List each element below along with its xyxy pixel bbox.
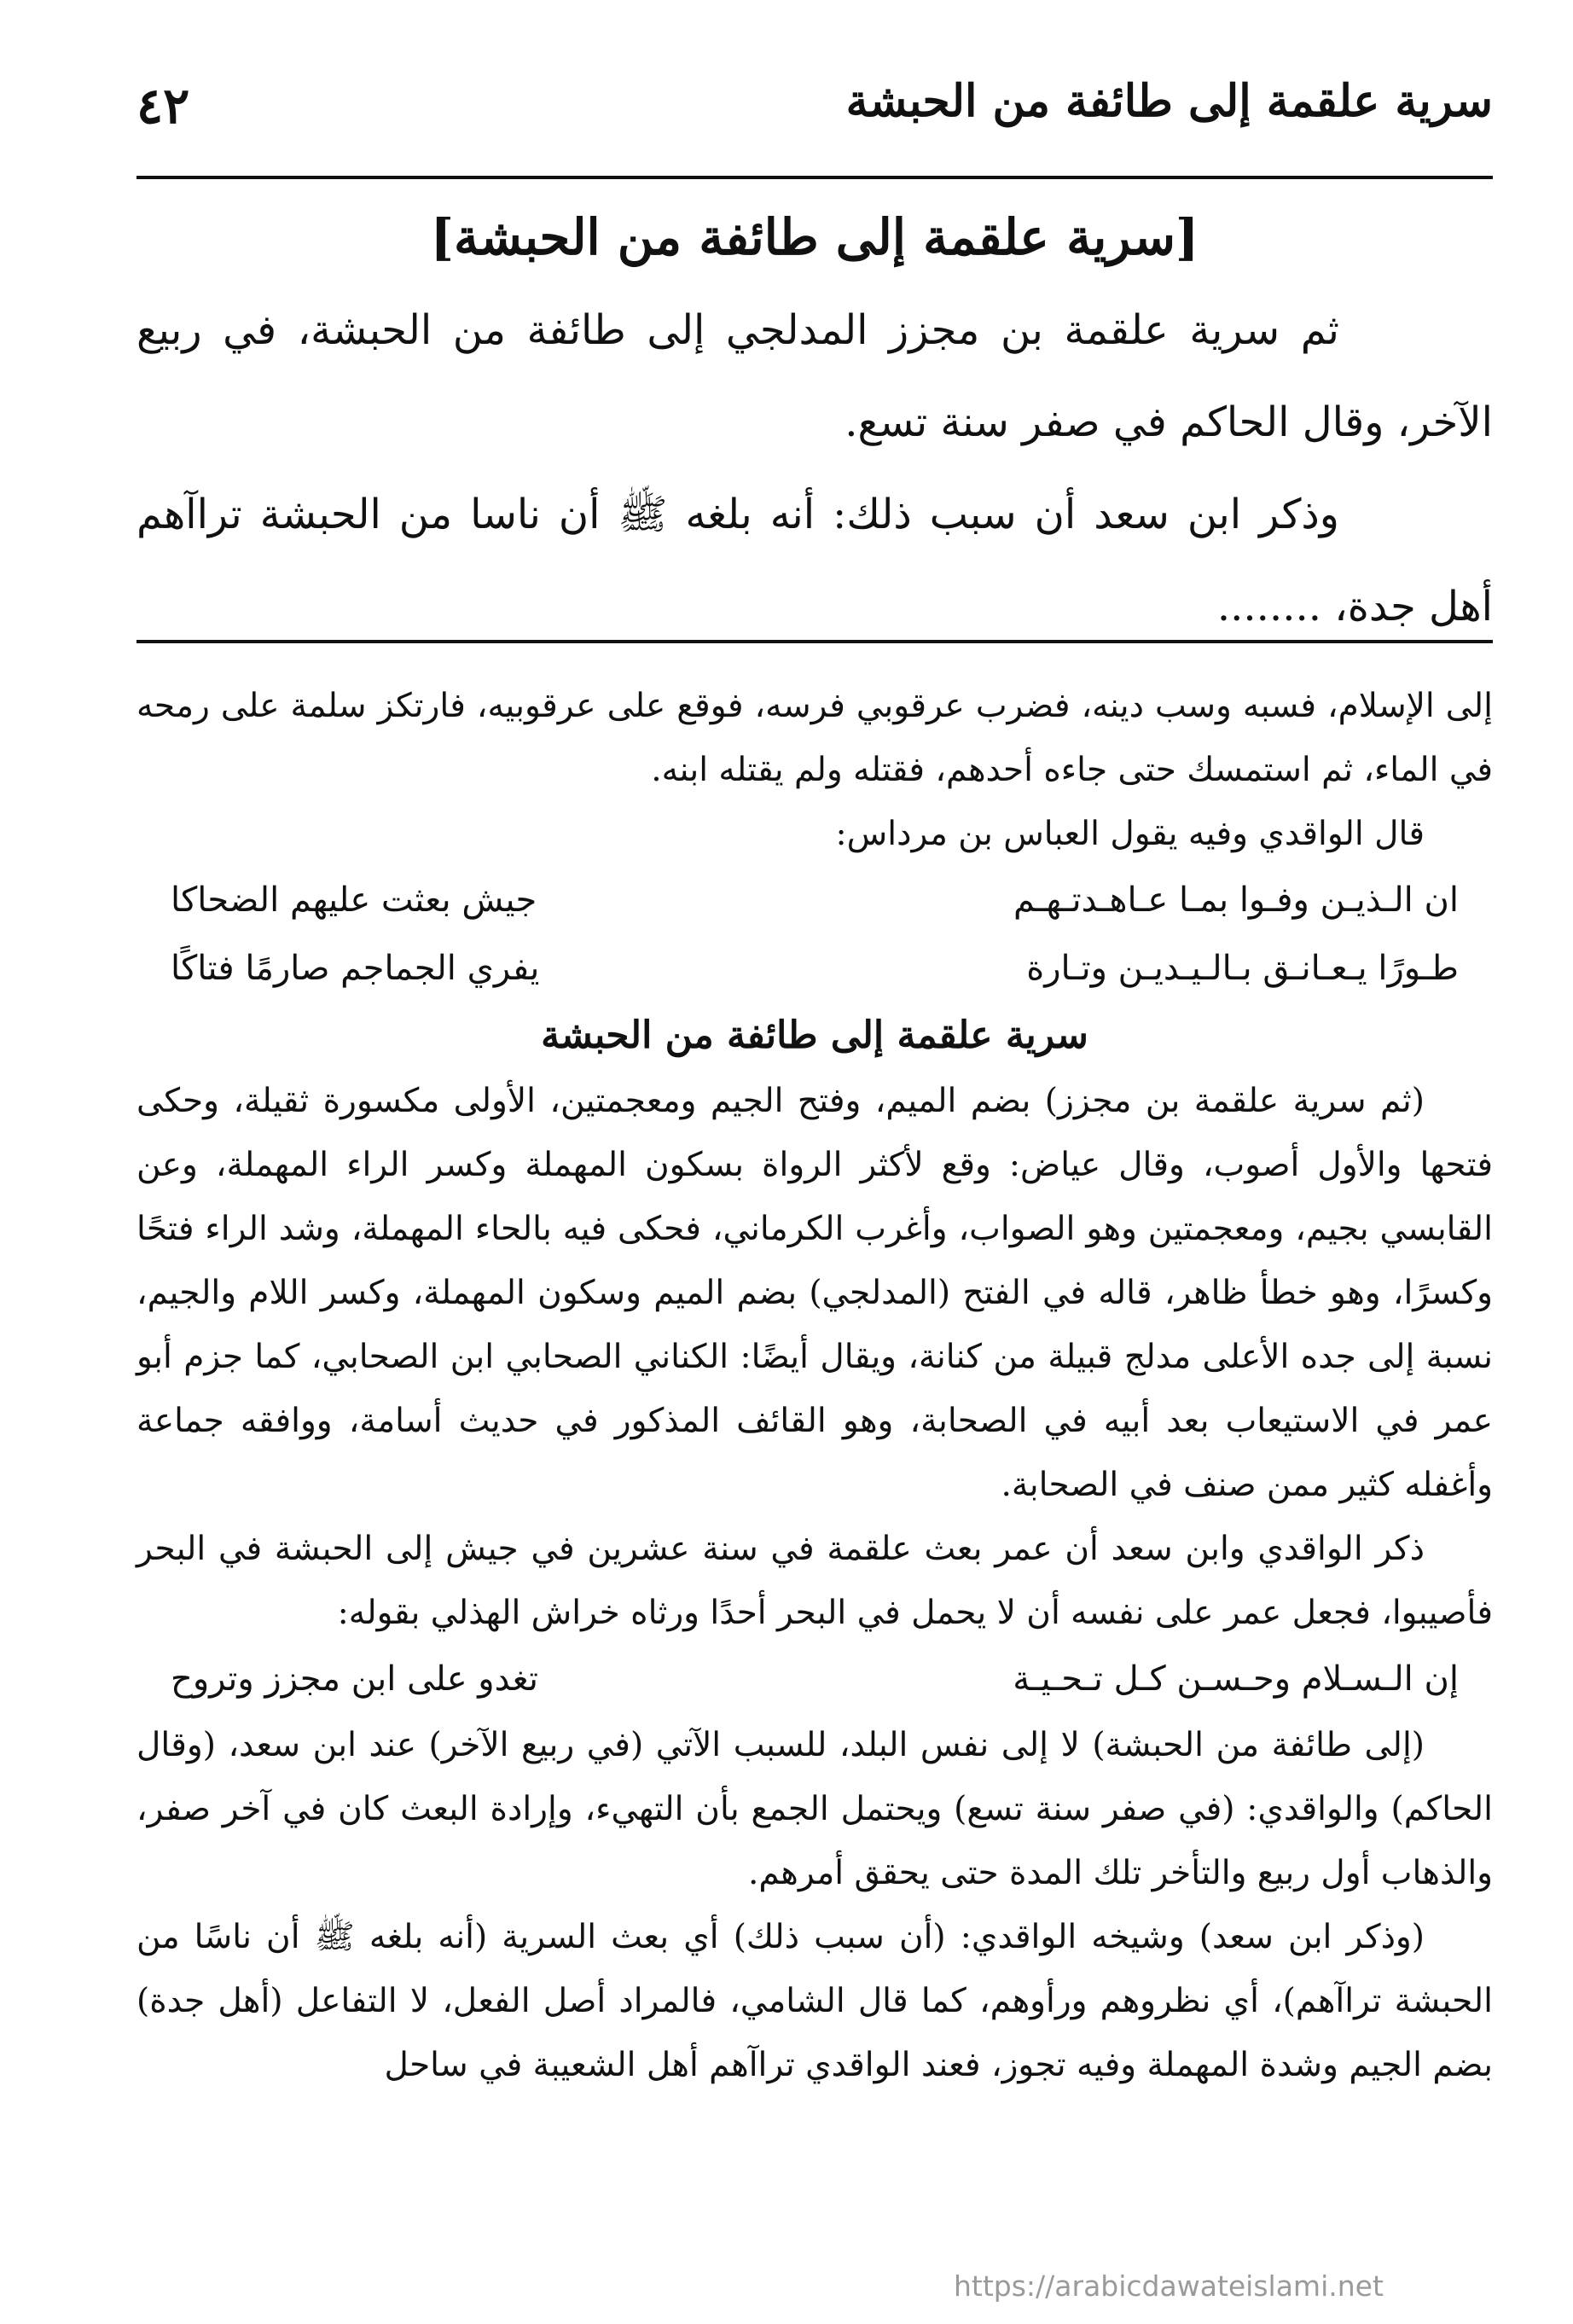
- commentary-heading: سرية علقمة إلى طائفة من الحبشة: [541, 1014, 1088, 1057]
- verse-second-hemistich: يفري الجماجم صارمًا فتاكًا: [171, 949, 540, 988]
- commentary: [136, 674, 1493, 2261]
- poetry-verse: [136, 866, 1493, 934]
- page-number: ٤٢: [136, 77, 190, 135]
- verse-second-hemistich: تغدو على ابن مجزز وتروح: [171, 1659, 539, 1699]
- main-paragraph: ثم سرية علقمة بن مجزز المدلجي إلى طائفة من الحبشة، في ربيع الآخر، وقال الحاكم في صفر سنة تسع.: [136, 306, 1493, 447]
- watermark-url: https://arabicdawateislami.net: [954, 2269, 1384, 2303]
- verse-second-hemistich: جيش بعثت عليهم الضحاكا: [171, 880, 537, 920]
- verse-first-hemistich: إن الـسـلام وحـسـن كـل تـحـيـة: [1013, 1659, 1459, 1699]
- poetry-verse: [136, 934, 1493, 1002]
- running-head: [136, 75, 1493, 152]
- poetry-verse: [136, 1645, 1493, 1713]
- ellipsis-dots: ........: [1216, 583, 1321, 631]
- main-paragraph: [136, 468, 1493, 653]
- section-title: [سرية علقمة إلى طائفة من الحبشة]: [430, 208, 1199, 266]
- main-text: [136, 203, 1493, 638]
- commentary-paragraph: (ثم سرية علقمة بن مجزز) بضم الميم، وفتح الجيم ومعجمتين، الأولى مكسورة ثقيلة، وحكى فتحها والأول أصوب، وقال عياض: وقع لأكثر الرواة بسكون المهملة وكسر الراء المهملة، وعن القابسي بجيم، ومعجمتين وهو الصواب، وأغرب الكرماني، فحكى فيه بالحاء المهملة، وشد الراء فتحًا وكسرًا، وهو خطأ ظاهر، قاله في الفتح (المدلجي) بضم الميم وسكون المهملة، وكسر اللام والجيم، نسبة إلى جده الأعلى مدلج قبيلة من كنانة، ويقال أيضًا: الكناني الصحابي ابن الصحابي، كما جزم أبو عمر في الاستيعاب بعد أبيه في الصحابة، وهو القائف المذكور في حديث أسامة، ووافقه جماعة وأغفله كثير ممن صنف في الصحابة.: [136, 1082, 1493, 1504]
- main-paragraph-text: وذكر ابن سعد أن سبب ذلك: أنه بلغه ﷺ أن ناسا من الحبشة تراآهم أهل جدة،: [136, 491, 1493, 631]
- commentary-paragraph: ذكر الواقدي وابن سعد أن عمر بعث علقمة في سنة عشرين في جيش إلى الحبشة في البحر فأصيبوا، فجعل عمر على نفسه أن لا يحمل في البحر أحدًا ورثاه خراش الهذلي بقوله:: [136, 1530, 1493, 1632]
- commentary-paragraph: إلى الإسلام، فسبه وسب دينه، فضرب عرقوبي فرسه، فوقع على عرقوبيه، فارتكز سلمة على رمحه في الماء، ثم استمسك حتى جاءه أحدهم، فقتله ولم يقتله ابنه.: [136, 687, 1493, 789]
- verse-intro: قال الواقدي وفيه يقول العباس بن مرداس:: [835, 815, 1425, 853]
- commentary-paragraph: (إلى طائفة من الحبشة) لا إلى نفس البلد، للسبب الآتي (في ربيع الآخر) عند ابن سعد، (وقال الحاكم) والواقدي: (في صفر سنة تسع) ويحتمل الجمع بأن التهيء، وإرادة البعث كان في آخر صفر، والذهاب أول ربيع والتأخر تلك المدة حتى يحقق أمرهم.: [136, 1726, 1493, 1892]
- running-title: سرية علقمة إلى طائفة من الحبشة: [845, 75, 1493, 127]
- verse-first-hemistich: طـورًا يـعـانـق بـالـيـديـن وتـارة: [1026, 949, 1459, 988]
- commentary-divider: [136, 640, 1493, 643]
- commentary-paragraph: (وذكر ابن سعد) وشيخه الواقدي: (أن سبب ذلك) أي بعث السرية (أنه بلغه ﷺ أن ناسًا من الحبشة تراآهم)، أي نظروهم ورأوهم، كما قال الشامي، فالمراد أصل الفعل، لا التفاعل (أهل جدة) بضم الجيم وشدة المهملة وفيه تجوز، فعند الواقدي تراآهم أهل الشعيبة في ساحل: [136, 1918, 1493, 2084]
- header-divider: [136, 176, 1493, 179]
- verse-first-hemistich: ان الـذيـن وفـوا بمـا عـاهـدتـهـم: [1013, 880, 1459, 920]
